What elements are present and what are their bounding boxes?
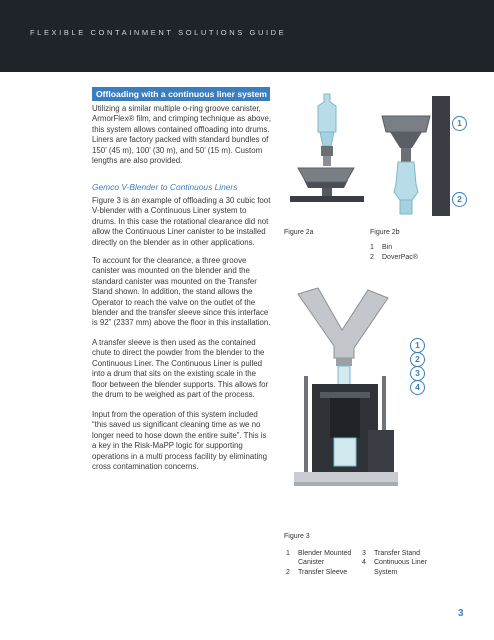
section-heading: Offloading with a continuous liner system: [92, 87, 270, 101]
figure-2b-illustration: [376, 88, 454, 224]
subsection-heading: Gemco V-Blender to Continuous Liners: [92, 182, 238, 192]
callout-marker: 2: [410, 352, 425, 367]
figure-2b-legend-item: 2 DoverPac®: [370, 254, 418, 261]
body-paragraph-1: Figure 3 is an example of offloading a 30 cubic foot V-blender with a Continuous Liner system to drums. In this case the rotational clearance did not allow the Continuous Liner canister to be installed directly on the blender as in other applications.: [92, 196, 271, 247]
intro-paragraph: Utilizing a similar multiple o-ring groove canister, ArmorFlex® film, and crimping technique as above, this system allows contained offloading into drums. Liners are factory packed with standard bundles of 150’ (45 m), 100’ (30 m), and 50’ (15 m). Custom lengths are also provided.: [92, 104, 272, 166]
figure-2a-label: Figure 2a: [284, 229, 314, 236]
callout-marker: 4: [410, 380, 425, 395]
figure-3-legend-item: 3 Transfer Stand: [362, 550, 421, 557]
body-paragraph-3: A transfer sleeve is then used as the contained chute to direct the powder from the blender to the Continuous Liner. The Continuous Liner is pulled into a drum that sits on the existing scale in the floor between the blender supports. This allows for the drum to be weighed as part of the process.: [92, 338, 269, 400]
figure-3-illustration: [284, 280, 408, 528]
page-number: 3: [458, 608, 464, 619]
figure-3-legend-item: System: [374, 569, 398, 576]
callout-marker: 1: [452, 116, 467, 131]
body-paragraph-2: To account for the clearance, a three groove canister was mounted on the blender and the standard canister was mounted on the Transfer Stand shown. In addition, the stand allows the Operator to reach the valve on the outlet of the blender and the transfer sleeve since this interface is 92” (2337 mm) above the floor in this installation.: [92, 256, 271, 328]
body-paragraph-4: Input from the operation of this system included “this saved us significant cleaning time as we no longer need to hose down the entire suite”. This is a key in the Risk-MaPP logic for supporting operations in a multi process facility by eliminating cross contamination concerns.: [92, 410, 267, 472]
figure-3-legend-item: 4 Continuous Liner: [362, 559, 427, 566]
figure-3-legend-item: 1 Blender Mounted: [286, 550, 352, 557]
callout-marker: 3: [410, 366, 425, 381]
figure-3-label: Figure 3: [284, 533, 310, 540]
callout-marker: 1: [410, 338, 425, 353]
figure-3-legend-item: Canister: [298, 559, 325, 566]
figure-2b-label: Figure 2b: [370, 229, 400, 236]
callout-marker: 2: [452, 192, 467, 207]
figure-2a-illustration: [284, 88, 368, 224]
figure-2b-legend-item: 1 Bin: [370, 244, 393, 251]
running-header: FLEXIBLE CONTAINMENT SOLUTIONS GUIDE: [30, 28, 287, 37]
figure-3-legend-item: 2 Transfer Sleeve: [286, 569, 348, 576]
